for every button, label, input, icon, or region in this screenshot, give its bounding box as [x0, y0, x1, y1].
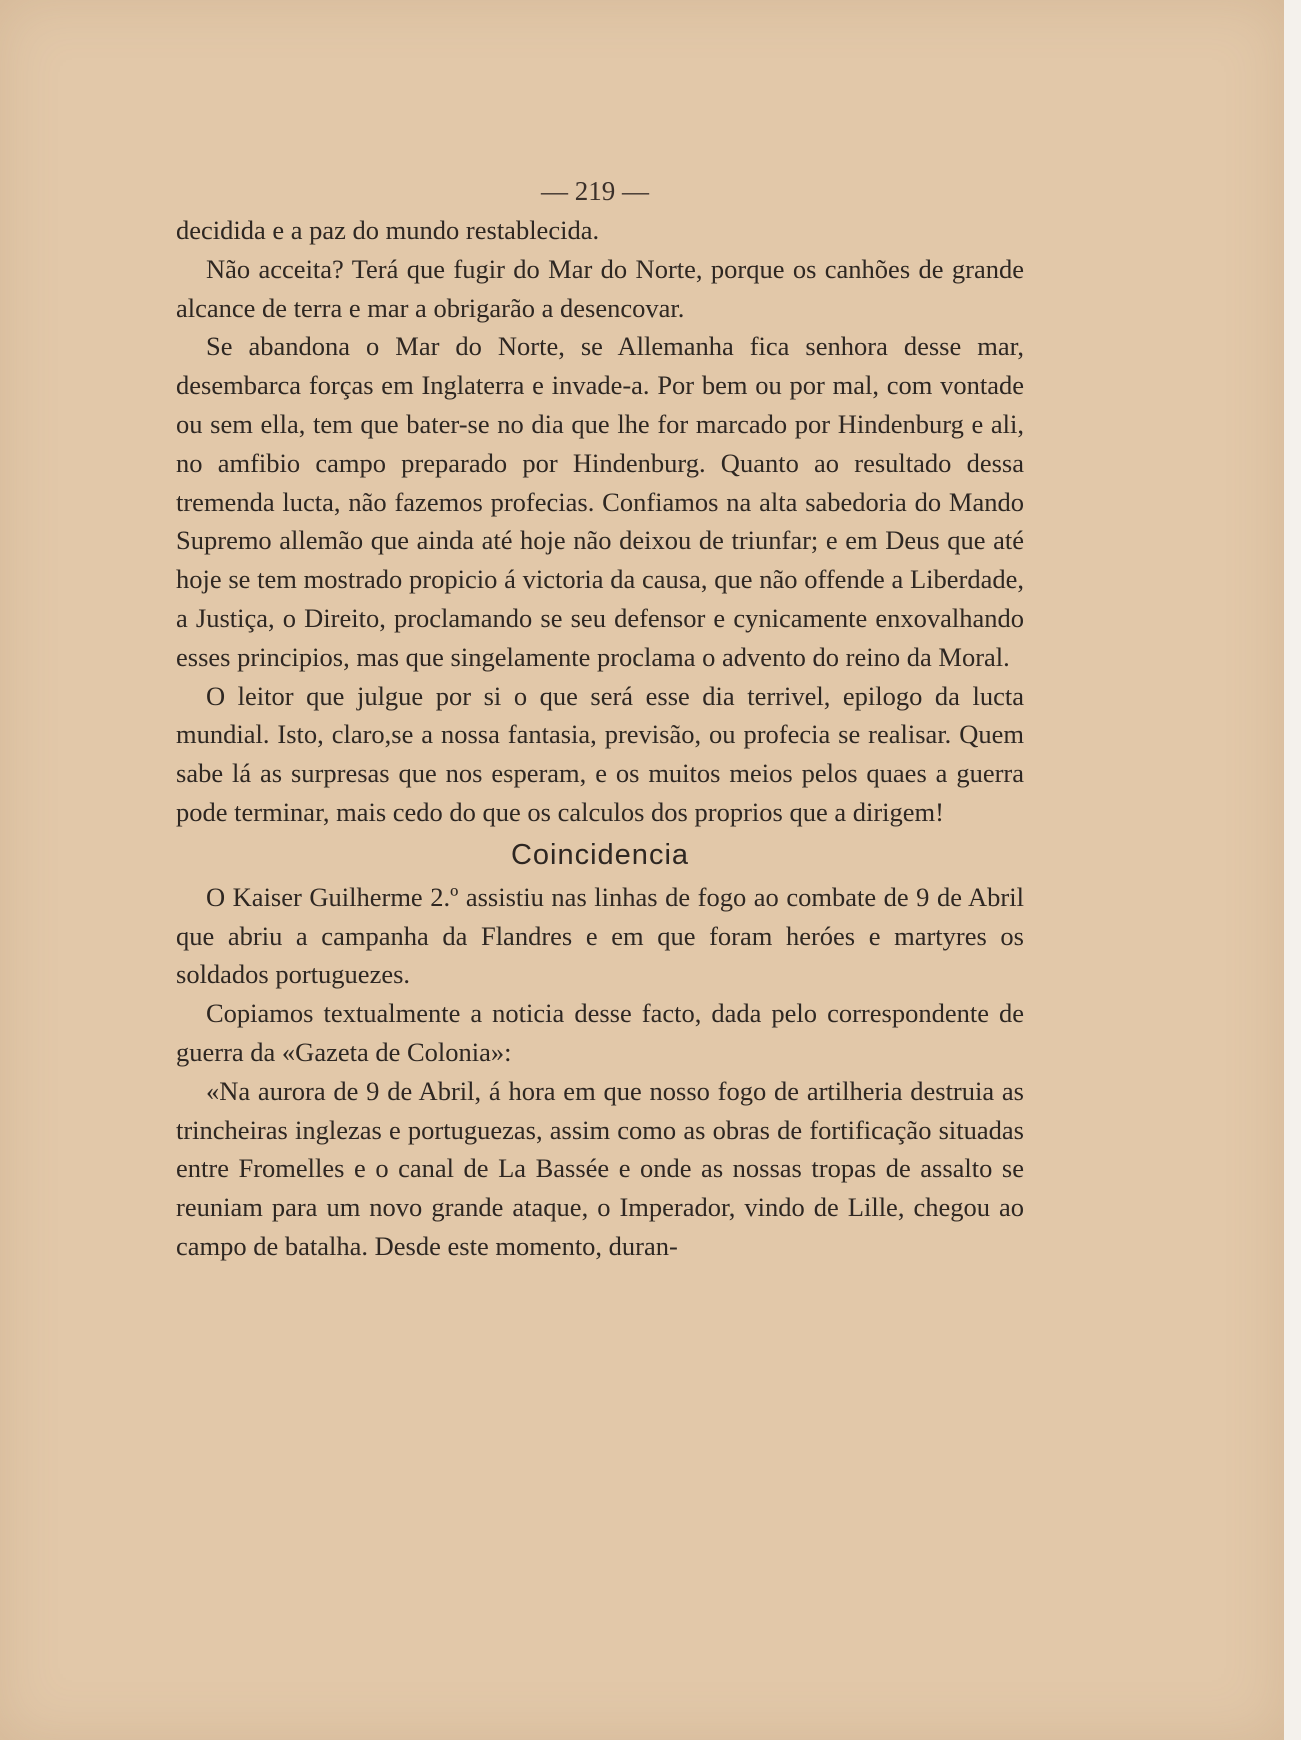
paragraph: Se abandona o Mar do Norte, se Allemanha fica senhora desse mar, desembarca forças em Inglaterra e invade-a. Por bem ou por mal, com vontade ou sem ella, tem que bater-se no dia que lhe for marcado por Hindenburg e ali, no amfibio campo preparado por Hindenburg. Quanto ao resultado dessa tremenda lucta, não fazemos profecias. Confiamos na alta sabedoria do Mando Supremo allemão que ainda até hoje não deixou de triunfar; e em Deus que até hoje se tem mostrado propicio á victoria da causa, que não offende a Liberdade, a Justiça, o Direito, proclamando se seu defensor e cynicamente enxovalhando esses principios, mas que singelamente proclama o advento do reino da Moral.: [176, 331, 1024, 672]
page-number: — 219 —: [541, 176, 649, 206]
scan-background: [1284, 0, 1301, 1740]
page-body: [176, 211, 1024, 1266]
paragraph: Copiamos textualmente a noticia desse facto, dada pelo correspondente de guerra da «Gazeta de Colonia»:: [176, 998, 1024, 1067]
paragraph: «Na aurora de 9 de Abril, á hora em que nosso fogo de artilheria destruia as trincheiras inglezas e portuguezas, assim como as obras de fortificação situadas entre Fromelles e o canal de La Bassée e onde as nossas tropas de assalto se reuniam para um novo grande ataque, o Imperador, vindo de Lille, chegou ao campo de batalha. Desde este momento, duran-: [176, 1075, 1024, 1261]
paragraph: Não acceita? Terá que fugir do Mar do Norte, porque os canhões de grande alcance de terra e mar a obrigarão a desencovar.: [176, 253, 1024, 323]
paragraph: O Kaiser Guilherme 2.º assistiu nas linhas de fogo ao combate de 9 de Abril que abriu a campanha da Flandres e em que foram heróes e martyres os soldados portuguezes.: [176, 881, 1024, 990]
section-heading: Coincidencia: [510, 838, 690, 871]
paragraph: decidida e a paz do mundo restablecida.: [176, 215, 600, 245]
paragraph: O leitor que julgue por si o que será esse dia terrivel, epilogo da lucta mundial. Isto, claro,se a nossa fantasia, previsão, ou profecia se realisar. Quem sabe lá as surpresas que nos esperam, e os muitos meios pelos quaes a guerra pode terminar, mais cedo do que os calculos dos proprios que a dirigem!: [176, 680, 1024, 827]
